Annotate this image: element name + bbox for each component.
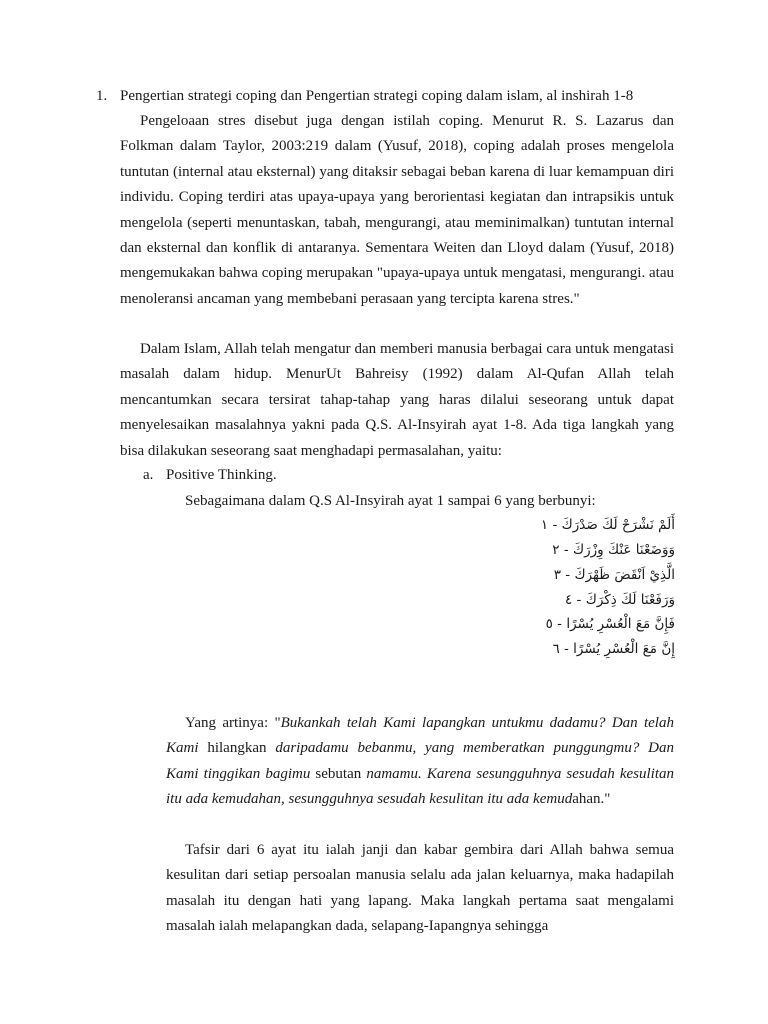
translation-italic-3: namamu. Karena sesungguhnya sesudah kesulitan itu ada kemudahan, sesungguhnya sesudah kesulitan itu ada kemud — [166, 765, 674, 808]
paragraph-2-text: Dalam Islam, Allah telah mengatur dan memberi manusia berbagai cara untuk mengatasi masalah dalam hidup. MenurUt Bahreisy (1992) dalam Al-Qufan Allah telah mencantumkan secara tersirat tahap-tahap yang haras dilalui seseorang untuk dapat menyelesaikan masalahnya yakni pada Q.S. Al-Insyirah ayat 1-8. Ada tiga langkah yang bisa dilakukan seseorang saat menghadapi permasalahan, yaitu: — [120, 341, 674, 459]
translation-paragraph — [166, 711, 674, 813]
verse-intro: Sebagaimana dalam Q.S Al-Insyirah ayat 1 sampai 6 yang berbunyi: — [185, 493, 596, 509]
arabic-verse-4: وَرَفَعْنَا لَكَ ذِكْرَكَ ‎- ٤ — [564, 592, 675, 608]
translation-plain-2: sebutan — [310, 765, 367, 782]
arabic-verse-1: أَلَمْ نَشْرَحْ لَكَ صَدْرَكَ ‎- ١ — [540, 517, 675, 533]
tafsir-text: Tafsir dari 6 ayat itu ialah janji dan kabar gembira dari Allah bahwa semua kesulitan dari setiap persoalan manusia selalu ada jalan keluarnya, maka hadapilah masalah itu dengan hati yang lapang. Maka langkah pertama saat mengalami masalah ialah melapangkan dada, selapang-Iapangnya sehingga — [166, 842, 674, 935]
section-heading — [96, 86, 696, 106]
heading-text: Pengertian strategi coping dan Pengertian strategi coping dalam islam, al inshirah 1-8 — [120, 88, 634, 104]
translation-prefix: Yang artinya: " — [185, 715, 281, 731]
arabic-verse-2: وَوَضَعْنَا عَنْكَ وِزْرَكَ ‎- ٢ — [552, 542, 675, 558]
paragraph-coping-definition — [120, 109, 674, 312]
paragraph-1-text: Pengeloaan stres disebut juga dengan istilah coping. Menurut R. S. Lazarus dan Folkman dalam Taylor, 2003:219 dalam (Yusuf, 2018), coping adalah proses mengelola tuntutan (internal atau eksternal) yang ditaksir sebagai beban karena di luar kemampuan diri individu. Coping terdiri atas upaya-upaya yang berorientasi kegiatan dan intrapsikis untuk mengelola (seperti menuntaskan, tabah, mengurangi, atau meminimalkan) tuntutan internal dan eksternal dan konflik di antaranya. Sementara Weiten dan Lloyd dalam (Yusuf, 2018) mengemukakan bahwa coping merupakan "upaya-upaya untuk mengatasi, mengurangi. atau menoleransi ancaman yang membebani perasaan yang tercipta karena stres." — [120, 113, 674, 307]
sub-item-a — [143, 465, 277, 485]
sub-item-title: Positive Thinking. — [166, 467, 277, 483]
arabic-verse-6: إِنَّ مَعَ الْعُسْرِ يُسْرًا ‎- ٦ — [552, 641, 675, 657]
arabic-verse-5: فَإِنَّ مَعَ الْعُسْرِ يُسْرًا ‎- ٥ — [545, 616, 675, 632]
translation-plain-1: hilangkan — [198, 740, 276, 757]
paragraph-islam-coping — [120, 337, 674, 464]
heading-number: 1. — [96, 88, 108, 104]
translation-italic-1: Bukankah telah Kami lapangkan untukmu dadamu? Dan telah Kami — [166, 715, 674, 757]
sub-item-letter: a. — [143, 467, 154, 483]
translation-italic-2: daripadamu bebanmu, yang memberatkan punggungmu? Dan Kami tinggikan bagimu — [166, 740, 675, 782]
translation-plain-3: ahan." — [572, 791, 611, 808]
arabic-verse-3: الَّذِيْ اَنْقَضَ ظَهْرَكَ ‎- ٣ — [553, 567, 675, 583]
tafsir-paragraph — [166, 838, 674, 940]
